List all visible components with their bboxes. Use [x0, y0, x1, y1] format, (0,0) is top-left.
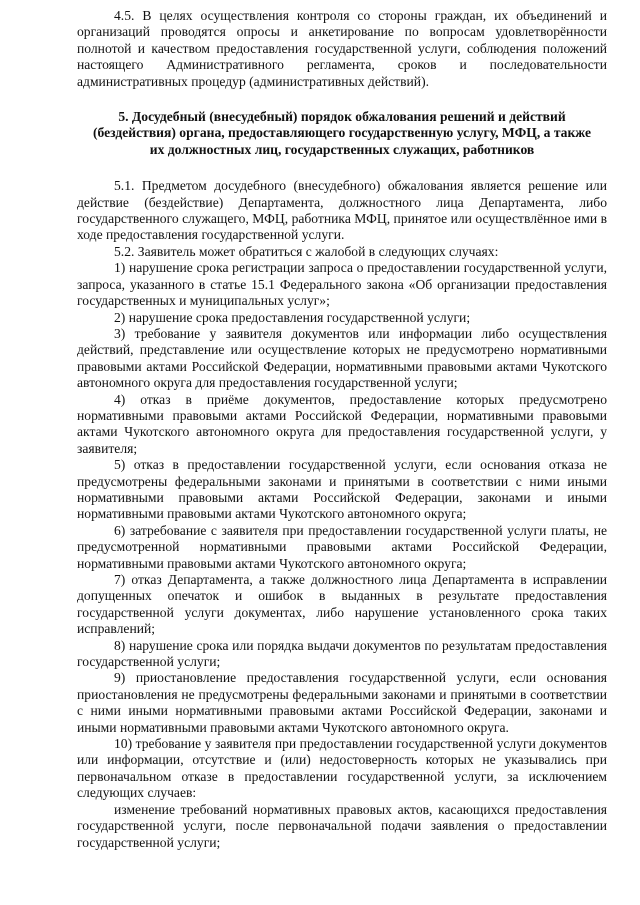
list-item-5: 5) отказ в предоставлении государственной услуги, если основания отказа не предусмотрены федеральными законами и принятыми в соответствии с ними иными нормативными правовыми актами Российской Федерации, законами и иными нормативными правовыми актами Чукотского автономного округа; — [77, 457, 607, 522]
list-item-3: 3) требование у заявителя документов или информации либо осуществления действий, представление или осуществление которых не предусмотрено нормативными правовыми актами Российской Федерации, нормативными правовыми актами Чукотского автономного округа для предоставления государственной услуги; — [77, 325, 607, 391]
list-item-2: 2) нарушение срока предоставления государственной услуги; — [114, 309, 471, 325]
paragraph-5-1: 5.1. Предметом досудебного (внесудебного) обжалования является решение или действие (бездействие) Департамента, должностного лица Департамента, либо государственного служащего, МФЦ, работника МФЦ, принятое или осуществлённое ими в ходе предоставления государственной услуги. — [77, 178, 607, 243]
list-item-1: 1) нарушение срока регистрации запроса о предоставлении государственной услуги, запроса, указанного в статье 15.1 Федерального закона «Об организации предоставления государственных и муниципальных услуг»; — [77, 260, 607, 309]
paragraph-5-2: 5.2. Заявитель может обратиться с жалобой в следующих случаях: — [114, 243, 499, 259]
list-item-9: 9) приостановление предоставления государственной услуги, если основания приостановления не предусмотрены федеральными законами и принятыми в соответствии с ними иными нормативными правовыми актами Российской Федерации, законами и иными нормативными правовыми актами Чукотского автономного округа. — [77, 670, 607, 735]
paragraph-4-5: 4.5. В целях осуществления контроля со стороны граждан, их объединений и организаций проводятся опросы и анкетирование по вопросам удовлетворённости полнотой и качеством предоставления государственной услуги, соблюдения положений настоящего Административного регламента, сроков и последовательности административных процедур (административных действий). — [77, 8, 607, 89]
section-5-heading: 5. Досудебный (внесудебный) порядок обжалования решений и действий (бездействия) органа, предоставляющего государственную услугу, МФЦ, а также их должностных лиц, государственных служащих, работников — [92, 109, 592, 157]
list-subitem-amendment: изменение требований нормативных правовых актов, касающихся предоставления государственной услуги, после первоначальной подачи заявления о предоставлении государственной услуги; — [77, 801, 607, 850]
list-item-4: 4) отказ в приёме документов, предоставление которых предусмотрено нормативными правовыми актами Российской Федерации, нормативными правовыми актами Чукотского автономного округа для предоставления государственной услуги, у заявителя; — [77, 391, 607, 456]
list-item-7: 7) отказ Департамента, а также должностного лица Департамента в исправлении допущенных опечаток и ошибок в выданных в результате предоставления государственной услуги документах, либо нарушение установленного срока таких исправлений; — [77, 572, 607, 637]
list-item-10: 10) требование у заявителя при предоставлении государственной услуги документов или информации, отсутствие и (или) недостоверность которых не указывались при первоначальном отказе в предоставлении государственной услуги, за исключением следующих случаев: — [77, 736, 607, 801]
list-item-6: 6) затребование с заявителя при предоставлении государственной услуги платы, не предусмотренной нормативными правовыми актами Российской Федерации, нормативными правовыми актами Чукотского автономного округа; — [77, 522, 607, 571]
list-item-8: 8) нарушение срока или порядка выдачи документов по результатам предоставления государственной услуги; — [77, 637, 607, 670]
